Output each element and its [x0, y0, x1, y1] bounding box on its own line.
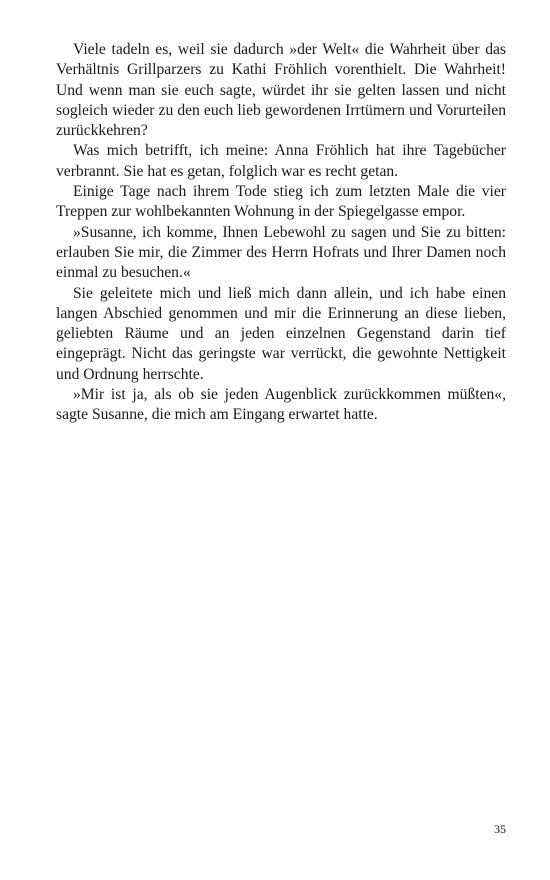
page-number: 35	[494, 822, 506, 836]
paragraph-2: Was mich betrifft, ich meine: Anna Fröhlich hat ihre Tagebücher verbrannt. Sie hat es getan, folglich war es recht getan.	[56, 142, 506, 180]
paragraph-6: »Mir ist ja, als ob sie jeden Augenblick zurückkommen müßten«, sagte Susanne, die mich am Eingang erwartet hatte.	[56, 386, 506, 424]
paragraph-5: Sie geleitete mich und ließ mich dann allein, und ich habe einen langen Abschied genommen und mir die Erinnerung an diese lieben, geliebten Räume und an jeden einzelnen Gegenstand darin tief eingeprägt. Nicht das geringste war verrückt, die gewohnte Nettigkeit und Ordnung herrschte.	[56, 284, 506, 383]
paragraph-1: Viele tadeln es, weil sie dadurch »der Welt« die Wahrheit über das Verhältnis Grillparzers zu Kathi Fröhlich vorenthielt. Die Wahrheit! Und wenn man sie euch sagte, würdet ihr sie gelten lassen und nicht sogleich wieder zu den euch lieb gewordenen Irrtümern und Vorurteilen zurückkehren?	[56, 41, 506, 140]
paragraph-3: Einige Tage nach ihrem Tode stieg ich zum letzten Male die vier Treppen zur wohlbekannten Wohnung in der Spiegelgasse empor.	[56, 183, 506, 221]
body-text	[56, 40, 506, 426]
paragraph-4: »Susanne, ich komme, Ihnen Lebewohl zu sagen und Sie zu bitten: erlauben Sie mir, die Zimmer des Herrn Hofrats und Ihrer Damen noch einmal zu besuchen.«	[56, 223, 506, 282]
